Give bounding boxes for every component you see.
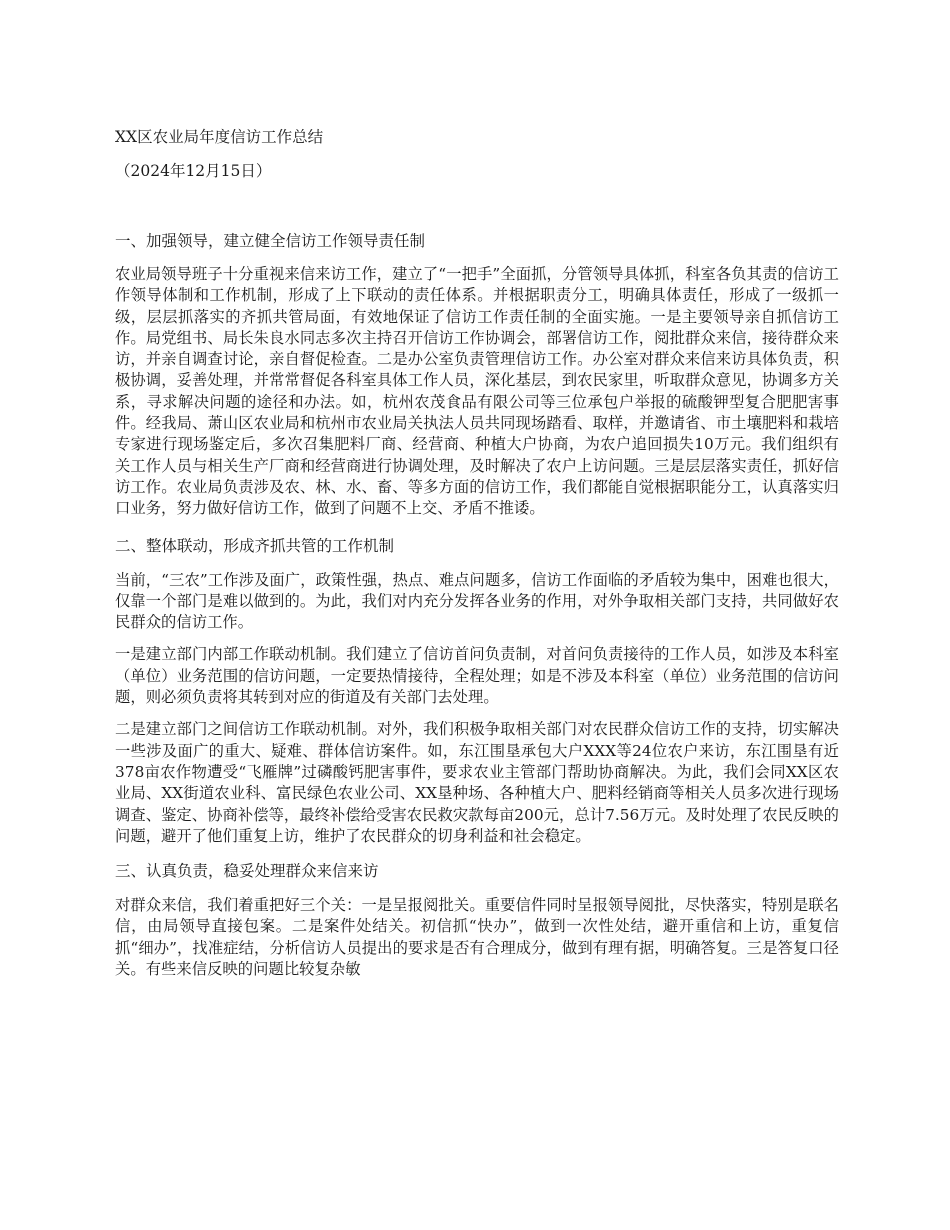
document-page — [115, 124, 839, 980]
section-1-paragraph-1: 农业局领导班子十分重视来信来访工作，建立了“一把手”全面抓，分管领导具体抓，科室各负其责的信访工作领导体制和工作机制，形成了上下联动的责任体系。并根据职责分工，明确具体责任，形成了一级抓一级，层层抓落实的齐抓共管局面，有效地保证了信访工作责任制的全面实施。一是主要领导亲自抓信访工作。局党组书、局长朱良水同志多次主持召开信访工作协调会，部署信访工作，阅批群众来信，接待群众来访，并亲自调查讨论，亲自督促检查。二是办公室负责管理信访工作。办公室对群众来信来访具体负责，积极协调，妥善处理，并常常督促各科室具体工作人员，深化基层，到农民家里，听取群众意见，协调多方关系，寻求解决问题的途径和办法。如，杭州农茂食品有限公司等三位承包户举报的硫酸钾型复合肥肥害事件。经我局、萧山区农业局和杭州市农业局关执法人员共同现场踏看、取样，并邀请省、市土壤肥料和栽培专家进行现场鉴定后，多次召集肥料厂商、经营商、种植大户协商，为农户追回损失10万元。我们组织有关工作人员与相关生产厂商和经营商进行协调处理，及时解决了农户上访问题。三是层层落实责任，抓好信访工作。农业局负责涉及农、林、水、畜、等多方面的信访工作，我们都能自觉根据职能分工，认真落实归口业务，努力做好信访工作，做到了问题不上交、矛盾不推诿。 — [115, 265, 839, 518]
section-2-paragraph-1: 当前，“三农”工作涉及面广，政策性强，热点、难点问题多，信访工作面临的矛盾较为集中，困难也很大，仅靠一个部门是难以做到的。为此，我们对内充分发挥各业务的作用，对外争取相关部门支持，共同做好农民群众的信访工作。 — [115, 570, 839, 632]
section-heading-1: 一、加强领导，建立健全信访工作领导责任制 — [115, 232, 426, 250]
section-heading-3: 三、认真负责，稳妥处理群众来信来访 — [115, 862, 379, 881]
document-date: （2024年12月15日） — [115, 162, 272, 180]
section-3-paragraph-1: 对群众来信，我们着重把好三个关：一是呈报阅批关。重要信件同时呈报领导阅批，尽快落实，特别是联名信，由局领导直接包案。二是案件处结关。初信抓“快办”，做到一次性处结，避开重信和上访，重复信抓“细办”，找准症结，分析信访人员提出的要求是否有合理成分，做到有理有据，明确答复。三是答复口径关。有些来信反映的问题比较复杂敏 — [115, 896, 839, 979]
section-2-paragraph-3: 二是建立部门之间信访工作联动机制。对外，我们积极争取相关部门对农民群众信访工作的支持，切实解决一些涉及面广的重大、疑难、群体信访案件。如，东江围垦承包大户XXX等24位农户来访，东江围垦有近378亩农作物遭受“飞雁牌”过磷酸钙肥害事件，要求农业主管部门帮助协商解决。为此，我们会同XX区农业局、XX街道农业科、富民绿色农业公司、XX垦种场、各种植大户、肥料经销商等相关人员多次进行现场调查、鉴定、协商补偿等，最终补偿给受害农民救灾款每亩200元，总计7.56万元。及时处理了农民反映的问题，避开了他们重复上访，维护了农民群众的切身利益和社会稳定。 — [115, 720, 839, 845]
section-2-paragraph-2: 一是建立部门内部工作联动机制。我们建立了信访首问负责制，对首问负责接待的工作人员，如涉及本科室（单位）业务范围的信访问题，一定要热情接待，全程处理；如是不涉及本科室（单位）业务范围的信访问题，则必须负责将其转到对应的街道及有关部门去处理。 — [115, 645, 839, 707]
section-heading-2: 二、整体联动，形成齐抓共管的工作机制 — [115, 536, 395, 555]
document-title: XX区农业局年度信访工作总结 — [115, 128, 324, 146]
